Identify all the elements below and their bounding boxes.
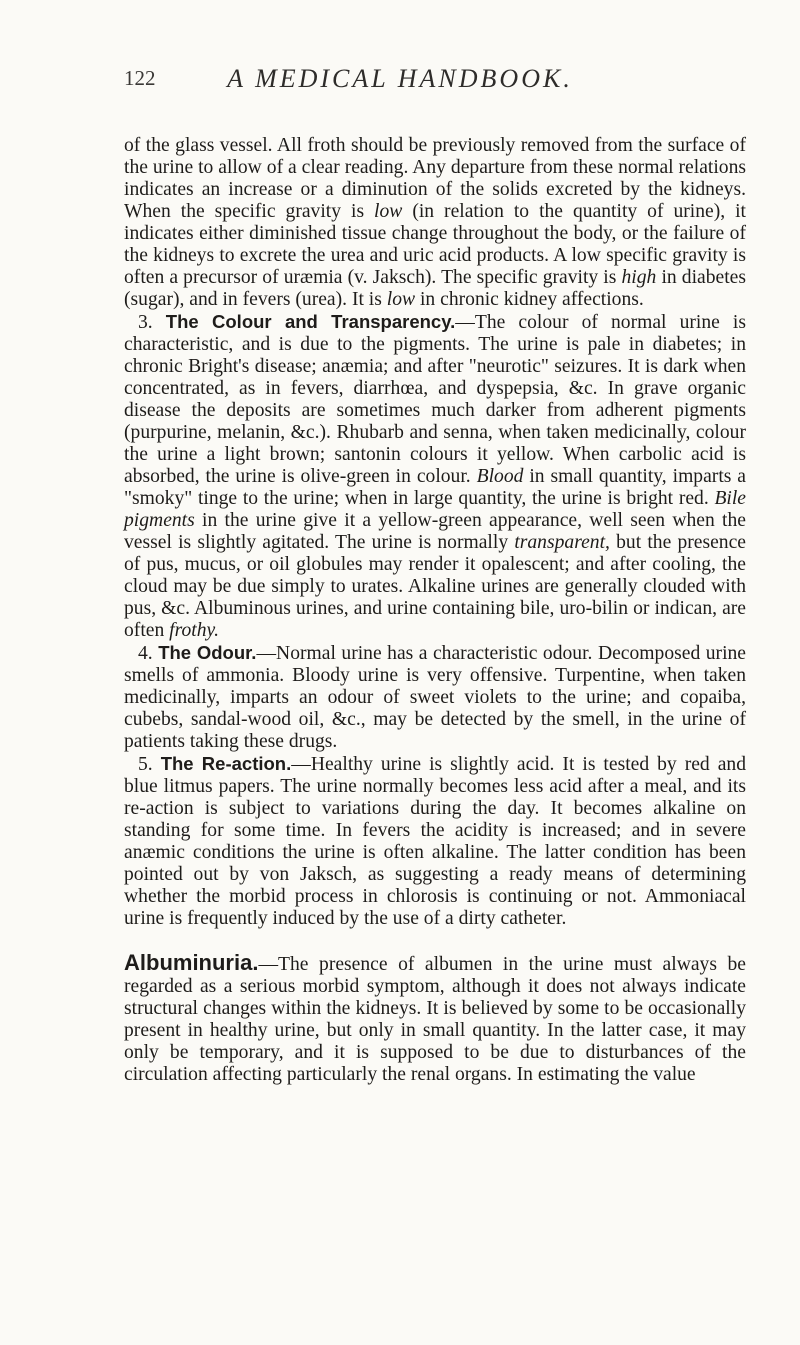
emphasis: transparent, bbox=[514, 532, 610, 553]
section-number: 3. bbox=[138, 312, 166, 333]
paragraph-specific-gravity bbox=[124, 135, 746, 311]
paragraph-odour bbox=[124, 642, 746, 753]
text-run: —The presence of albumen in the urine must always be regarded as a serious morbid symptom, although it does not always indicate structural changes within the kidneys. It is believed by some to be occasionally present in healthy urine, but only in small quantity. In the latter case, it may only be temporary, and it is supposed to be due to disturbances of the circulation affecting particularly the renal organs. In estimating the value bbox=[124, 954, 746, 1085]
emphasis: low bbox=[386, 289, 416, 310]
paragraph-albuminuria bbox=[124, 952, 746, 1086]
text-run: —Healthy urine is slightly acid. It is tested by red and blue litmus papers. The urine normally becomes less acid after a meal, and its re-action is subject to variations during the day. It becomes alkaline on standing for some time. In fevers the acidity is increased; and in severe anæmic conditions the urine is often alkaline. The latter condition has been pointed out by von Jaksch, as suggesting a ready means of determining whether the morbid process in chlorosis is continuing or not. Ammoniacal urine is frequently induced by the use of a dirty catheter. bbox=[124, 754, 746, 929]
running-title: A MEDICAL HANDBOOK. bbox=[227, 64, 573, 93]
text-run: in the urine give it a yellow-green appearance, well seen when the vessel is slightly agitated. The urine is normally bbox=[124, 510, 746, 553]
page-number: 122 bbox=[124, 66, 156, 90]
text-run: (in relation to the quantity of urine), it indicates either diminished tissue change throughout the body, or the failure of the kidneys to excrete the urea and uric acid products. A low specific gravity is often a precursor of uræmia (v. Jaksch). The specific gravity is bbox=[124, 201, 746, 288]
text-run: in diabetes (sugar), and in fevers (urea). It is bbox=[124, 267, 747, 310]
text-run: in chronic kidney affections. bbox=[415, 289, 644, 310]
section-heading: The Colour and Transparency. bbox=[165, 311, 456, 332]
emphasis: low bbox=[374, 201, 403, 222]
text-run: but the presence of pus, mucus, or oil globules may render it opalescent; and after cooling, the cloud may be due simply to urates. Alkaline urines are generally clouded with pus, &c. Albuminous urines, and urine containing bile, uro-bilin or indican, are often bbox=[124, 532, 746, 641]
text-run: in small quantity, imparts a "smoky" tinge to the urine; when in large quantity, the urine is bright red. bbox=[124, 466, 747, 509]
text-run: —The colour of normal urine is characteristic, and is due to the pigments. The urine is pale in diabetes; in chronic Bright's disease; anæmia; and after "neurotic" seizures. It is dark when concentrated, as in fevers, diarrhœa, and dyspepsia, &c. In grave organic disease the deposits are sometimes much darker from adherent pigments (purpurine, melanin, &c.). Rhubarb and senna, when taken medicinally, colour the urine a light brown; santonin colours it yellow. When carbolic acid is absorbed, the urine is olive-green in colour. bbox=[124, 312, 746, 487]
paragraph-re-action bbox=[124, 753, 746, 930]
section-heading: Albuminuria. bbox=[124, 950, 259, 975]
section-number: 4. bbox=[138, 643, 159, 664]
emphasis: high bbox=[621, 267, 657, 288]
emphasis: Blood bbox=[476, 466, 524, 487]
page-body bbox=[124, 135, 746, 1086]
text-run: —Normal urine has a characteristic odour. Decomposed urine smells of ammonia. Bloody urine is very offensive. Turpentine, when taken medicinally, imparts an odour of sweet violets to the urine; and copaiba, cubebs, sandal-wood oil, &c., may be detected by the smell, in the urine of patients taking these drugs. bbox=[124, 643, 747, 752]
page-header bbox=[0, 66, 800, 106]
emphasis: frothy. bbox=[169, 620, 220, 641]
section-heading: The Odour. bbox=[158, 642, 257, 663]
paragraph-colour-transparency bbox=[124, 311, 746, 642]
text-run: of the glass vessel. All froth should be previously removed from the surface of the urine to allow of a clear reading. Any departure from these normal relations indicates an increase or a diminution of the solids excreted by the kidneys. When the specific gravity is bbox=[124, 135, 746, 222]
section-heading: The Re-action. bbox=[160, 753, 292, 774]
section-number: 5. bbox=[138, 754, 161, 775]
emphasis: Bile pigments bbox=[124, 488, 746, 531]
